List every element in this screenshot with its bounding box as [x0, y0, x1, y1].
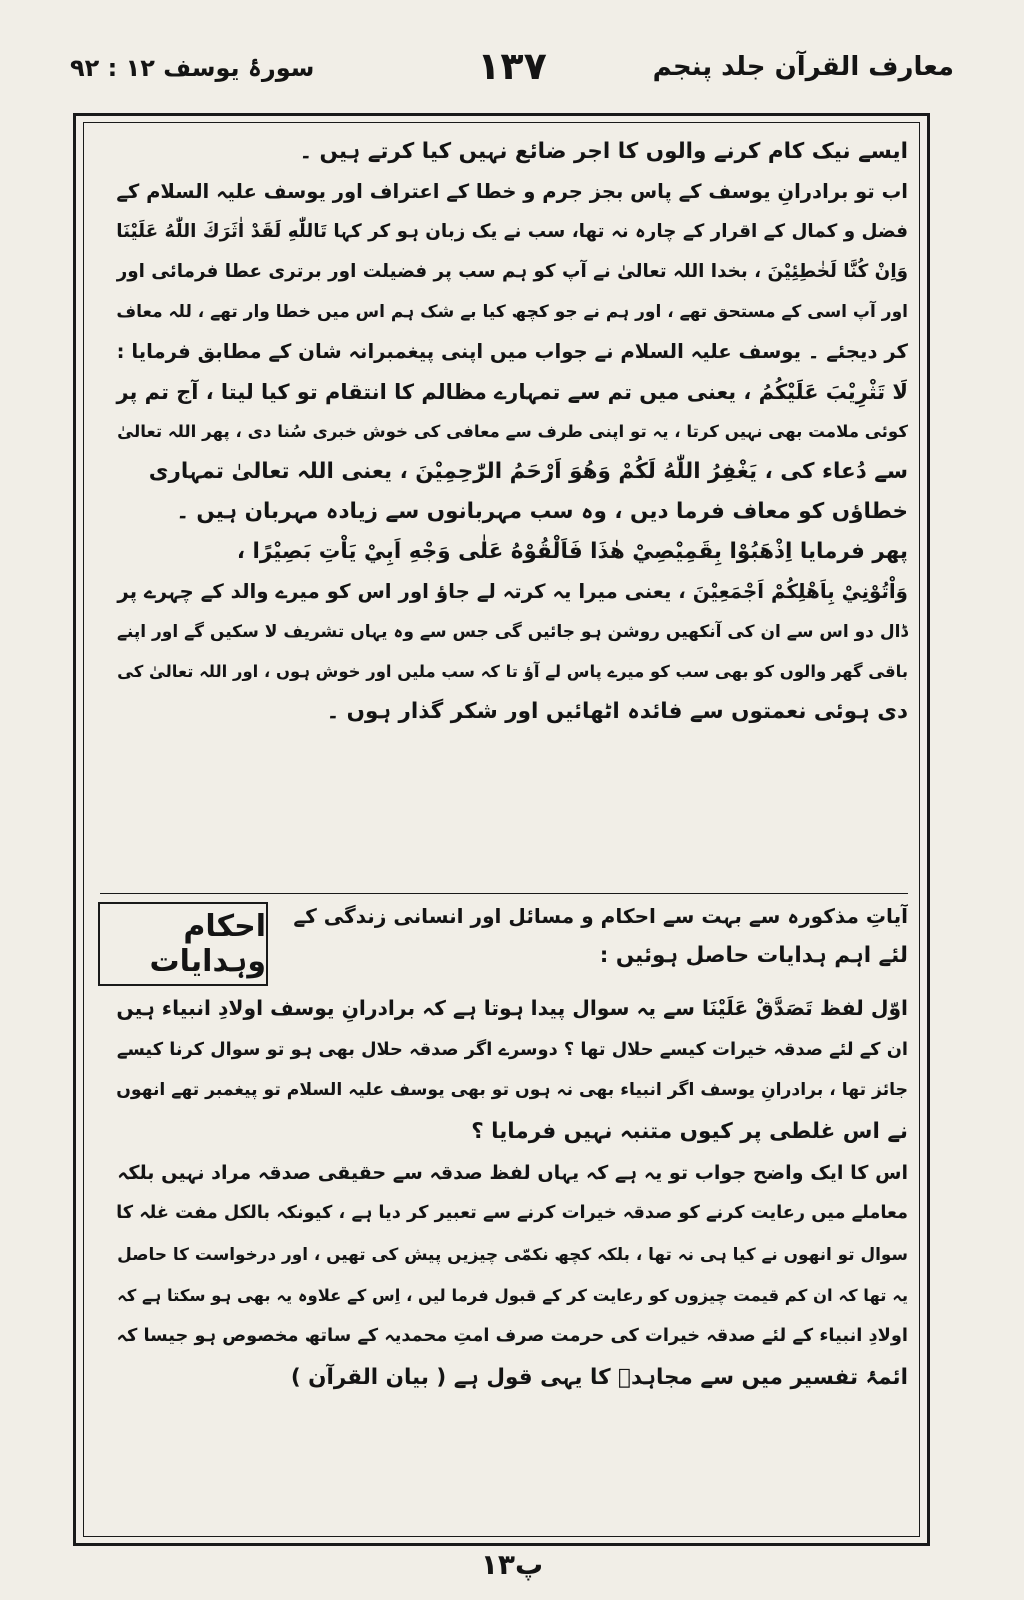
- section-divider: [100, 893, 908, 894]
- section-heading: احکام وہدایات: [98, 902, 268, 986]
- text-line: اس کا ایک واضح جواب تو یہ ہے کہ یہاں لفظ صدقہ سے حقیقی صدقہ مراد نہیں بلکہ: [117, 1161, 908, 1184]
- text-line: ایسے نیک کام کرنے والوں کا اجر ضائع نہیں کیا کرتے ہیں ۔: [299, 139, 908, 164]
- text-line: نے اس غلطی پر کیوں متنبہ نہیں فرمایا ؟: [471, 1119, 908, 1144]
- text-line: ڈال دو اس سے ان کی آنکھیں روشن ہو جائیں گی جس سے وہ یہاں تشریف لا سکیں گے اور اپنے: [116, 622, 908, 642]
- text-line: دی ہوئی نعمتوں سے فائدہ اٹھائیں اور شکر گذار ہوں ۔: [326, 699, 908, 724]
- commentary-text: [100, 132, 908, 732]
- running-head: [70, 46, 954, 96]
- text-line: اوّل لفظ تَصَدَّقْ عَلَيْنَا سے یہ سوال پیدا ہوتا ہے کہ برادرانِ یوسف اولادِ انبیاء ہیں: [116, 996, 908, 1020]
- text-line: اولادِ انبیاء کے لئے صدقہ خیرات کی حرمت صرف امتِ محمدیہ کے ساتھ مخصوص ہو جیسا کہ: [116, 1326, 908, 1346]
- page-number: ۱۳۷: [477, 44, 547, 88]
- text-line: لَا تَثْرِيْبَ عَلَيْكُمُ ، یعنی میں تم سے تمہارے مظالم کا انتقام تو کیا لیتا ، آج تم پر: [116, 380, 908, 404]
- rulings-text: [100, 988, 908, 1398]
- text-line: آیاتِ مذکورہ سے بہت سے احکام و مسائل اور انسانی زندگی کے: [293, 904, 908, 928]
- surah-reference: سورۂ یوسف ۱۲ : ۹۲: [70, 54, 315, 82]
- text-line: پھر فرمایا اِذْهَبُوْا بِقَمِيْصِيْ هٰذَا فَاَلْقُوْهُ عَلٰى وَجْهِ اَبِيْ يَاْتِ بَصِيْرًا ،: [236, 539, 908, 564]
- text-line: کوئی ملامت بھی نہیں کرتا ، یہ تو اپنی طرف سے معافی کی خوش خبری سُنا دی ، پھر اللہ تعالیٰ: [117, 422, 908, 441]
- text-line: وَاْتُوْنِيْ بِاَهْلِكُمْ اَجْمَعِيْنَ ، یعنی میرا یہ کرتہ لے جاؤ اور اس کو میرے والد کے چہرے پر: [117, 580, 908, 603]
- text-line: خطاؤں کو معاف فرما دیں ، وہ سب مہربانوں سے زیادہ مہربان ہیں ۔: [176, 499, 908, 524]
- text-line: کر دیجئے ۔ یوسف علیہ السلام نے جواب میں اپنی پیغمبرانہ شان کے مطابق فرمایا :: [116, 340, 908, 363]
- text-line: ان کے لئے صدقہ خیرات کیسے حلال تھا ؟ دوسرے اگر صدقہ حلال بھی ہو تو سوال کرنا کیسے: [116, 1039, 908, 1060]
- page-signature: ۱۳پ: [480, 1548, 544, 1581]
- text-line: باقی گھر والوں کو بھی سب کو میرے پاس لے آؤ تا کہ سب ملیں اور خوش ہوں ، اور اللہ تعالیٰ کی: [117, 662, 908, 681]
- text-line: سے دُعاء کی ، يَغْفِرُ اللّٰهُ لَكُمْ وَهُوَ اَرْحَمُ الرّٰحِمِيْنَ ، یعنی اللہ تعالیٰ تمہاری: [148, 459, 908, 484]
- text-line: ائمۂ تفسیر میں سے مجاہدؒ کا یہی قول ہے ( بیان القرآن ): [290, 1365, 908, 1390]
- text-line: اور آپ اسی کے مستحق تھے ، اور ہم نے جو کچھ کیا بے شک ہم اس میں خطا وار تھے ، للہ معاف: [116, 302, 908, 322]
- text-line: فضل و کمال کے اقرار کے چارہ نہ تھا، سب نے یک زبان ہو کر کہا تَاللّٰهِ لَقَدْ اٰثَرَكَ اللّٰهُ عَلَيْنَا: [116, 221, 908, 242]
- text-line: جائز تھا ، برادرانِ یوسف اگر انبیاء بھی نہ ہوں تو بھی یوسف علیہ السلام تو پیغمبر تھے انھوں: [116, 1080, 908, 1100]
- section-intro: [280, 896, 908, 976]
- text-line: لئے اہم ہدایات حاصل ہوئیں :: [599, 943, 908, 968]
- text-line: سوال تو انھوں نے کیا ہی نہ تھا ، بلکہ کچھ نکمّی چیزیں پیش کی تھیں ، اور درخواست کا حاصل: [117, 1244, 908, 1264]
- text-line: وَاِنْ كُنَّا لَخٰطِئِيْنَ ، بخدا اللہ تعالیٰ نے آپ کو ہم سب پر فضیلت اور برتری عطا فرمائی اور: [116, 261, 908, 282]
- text-line: معاملے میں رعایت کرنے کو صدقہ خیرات کرنے سے تعبیر کر دیا ہے ، کیونکہ بالکل مفت غلہ کا: [116, 1203, 908, 1223]
- text-line: یہ تھا کہ ان کم قیمت چیزوں کو رعایت کر کے قبول فرما لیں ، اِس کے علاوہ یہ بھی ہو سکتا ہے کہ: [117, 1286, 908, 1305]
- book-title: معارف القرآن جلد پنجم: [652, 52, 954, 82]
- text-line: اب تو برادرانِ یوسف کے پاس بجز جرم و خطا کے اعتراف اور یوسف علیہ السلام کے: [116, 180, 908, 203]
